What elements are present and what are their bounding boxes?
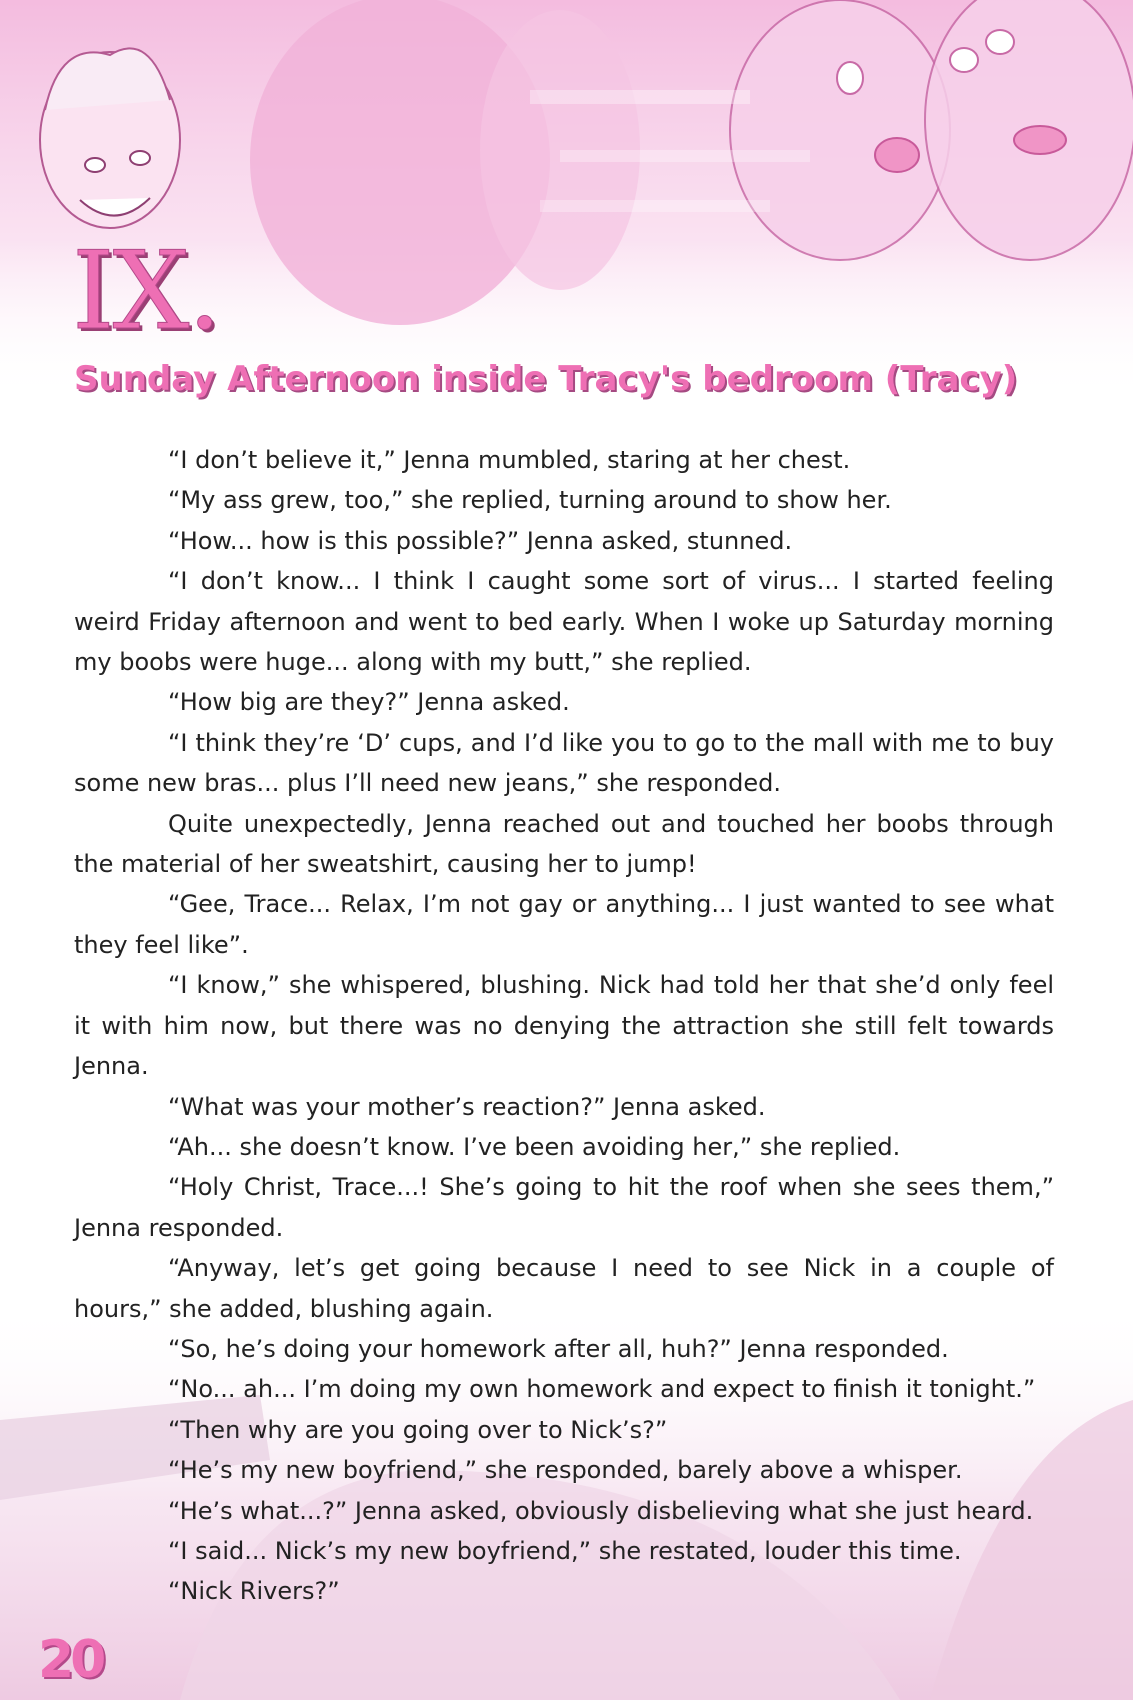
paragraph: “Nick Rivers?” bbox=[168, 1577, 340, 1606]
paragraph: “So, he’s doing your homework after all, huh?” Jenna responded. bbox=[168, 1334, 949, 1363]
paragraph: “What was your mother’s reaction?” Jenna asked. bbox=[168, 1092, 766, 1121]
paragraph: “Anyway, let’s get going because I need to see Nick in a couple of hours,” she added, blushing again. bbox=[74, 1254, 1054, 1323]
paragraph: “Holy Christ, Trace...! She’s going to hit the roof when she sees them,” Jenna responded. bbox=[74, 1173, 1054, 1242]
body-text bbox=[74, 440, 1054, 1612]
paragraph: “My ass grew, too,” she replied, turning around to show her. bbox=[168, 486, 892, 515]
paragraph: “Then why are you going over to Nick’s?” bbox=[168, 1415, 668, 1444]
paragraph: “How big are they?” Jenna asked. bbox=[168, 688, 570, 717]
paragraph: “He’s my new boyfriend,” she responded, barely above a whisper. bbox=[168, 1456, 963, 1485]
paragraph: “I said... Nick’s my new boyfriend,” she restated, louder this time. bbox=[168, 1536, 962, 1565]
paragraph: “I don’t know... I think I caught some sort of virus... I started feeling weird Friday afternoon and went to bed early. When I woke up Saturday morning my boobs were huge... along with my butt,” she replied. bbox=[74, 567, 1054, 677]
paragraph: “How... how is this possible?” Jenna asked, stunned. bbox=[168, 526, 793, 555]
paragraph: “He’s what...?” Jenna asked, obviously disbelieving what she just heard. bbox=[168, 1496, 1034, 1525]
paragraph: “No... ah... I’m doing my own homework and expect to finish it tonight.” bbox=[168, 1375, 1036, 1404]
paragraph: “I think they’re ‘D’ cups, and I’d like you to go to the mall with me to buy some new bras... plus I’ll need new jeans,” she responded. bbox=[74, 728, 1054, 798]
page-number: 20 bbox=[38, 1630, 103, 1690]
chapter-number: IX. bbox=[72, 229, 220, 354]
chapter-title: Sunday Afternoon inside Tracy's bedroom (Tracy) bbox=[74, 359, 1018, 399]
paragraph: “Ah... she doesn’t know. I’ve been avoiding her,” she replied. bbox=[168, 1132, 901, 1161]
paragraph: “I don’t believe it,” Jenna mumbled, staring at her chest. bbox=[168, 446, 851, 474]
paragraph: “I know,” she whispered, blushing. Nick had told her that she’d only feel it with him now, but there was no denying the attraction she still felt towards Jenna. bbox=[74, 971, 1054, 1081]
paragraph: “Gee, Trace... Relax, I’m not gay or anything... I just wanted to see what they feel like”. bbox=[74, 890, 1054, 959]
paragraph: Quite unexpectedly, Jenna reached out and touched her boobs through the material of her sweatshirt, causing her to jump! bbox=[74, 809, 1054, 879]
